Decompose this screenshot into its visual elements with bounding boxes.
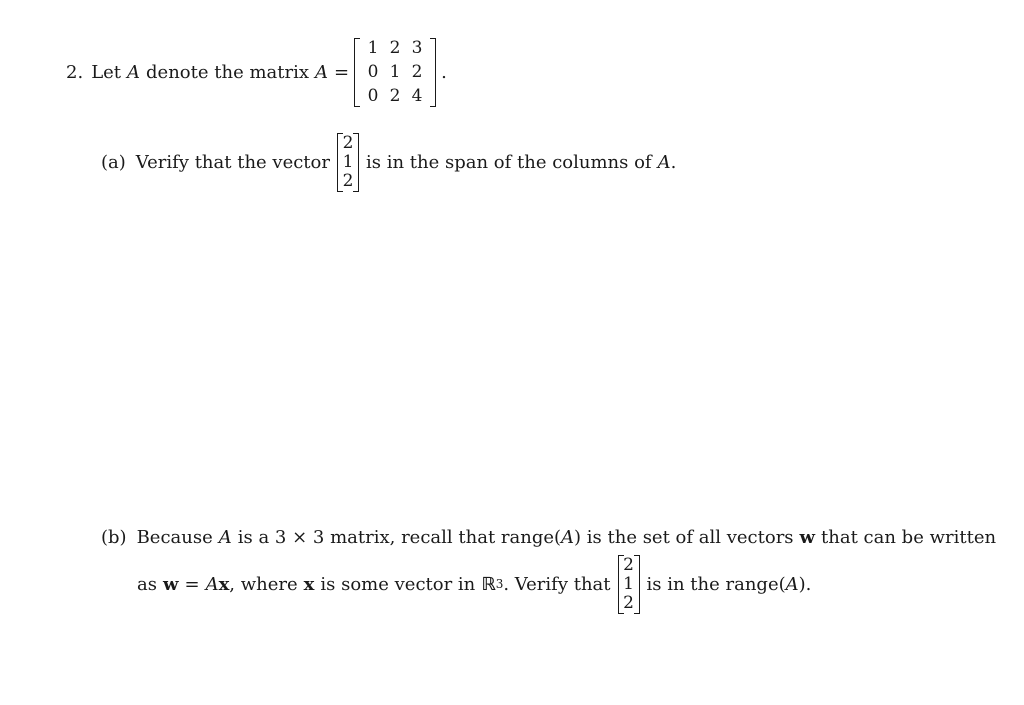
period: . bbox=[441, 61, 447, 83]
bold-x: x bbox=[303, 573, 315, 595]
reals-symbol: ℝ bbox=[481, 573, 496, 595]
matrix-cell: 0 bbox=[367, 61, 379, 82]
vector-entry: 1 bbox=[342, 151, 354, 172]
var-A: A bbox=[218, 526, 232, 548]
var-A: A bbox=[657, 151, 671, 173]
matrix-A bbox=[353, 37, 437, 106]
part-a-label: (a) bbox=[101, 151, 126, 173]
matrix-cell: 2 bbox=[389, 37, 401, 58]
part-b-text: ) is the set of all vectors bbox=[574, 526, 794, 548]
part-b-line-2 bbox=[137, 548, 811, 620]
vector-2-1-2 bbox=[336, 132, 360, 191]
matrix-cell: 2 bbox=[411, 61, 423, 82]
matrix-cell: 0 bbox=[367, 85, 379, 106]
var-A: A bbox=[127, 61, 141, 83]
bold-w: w bbox=[162, 573, 179, 595]
part-b-text: that can be written bbox=[821, 526, 997, 548]
matrix-cell: 2 bbox=[389, 85, 401, 106]
problem-intro-mid: denote the matrix bbox=[146, 61, 309, 83]
vector-entry: 2 bbox=[623, 592, 634, 613]
var-A: A bbox=[785, 573, 799, 595]
problem-statement bbox=[66, 36, 447, 108]
bold-w: w bbox=[799, 526, 816, 548]
part-b-label: (b) bbox=[101, 526, 127, 548]
part-b-text: , where bbox=[229, 573, 298, 595]
problem-intro-text: Let bbox=[91, 61, 122, 83]
vector-entry: 1 bbox=[623, 573, 634, 594]
part-b-text: . Verify that bbox=[503, 573, 611, 595]
var-A: A bbox=[205, 573, 219, 595]
reals-exponent: 3 bbox=[495, 577, 504, 591]
part-a bbox=[101, 126, 676, 198]
part-b-text: is some vector in bbox=[320, 573, 476, 595]
vector-entry: 2 bbox=[342, 170, 354, 191]
var-A: A bbox=[561, 526, 575, 548]
problem-number: 2. bbox=[66, 61, 84, 83]
vector-entry: 2 bbox=[623, 554, 634, 575]
part-a-text-after: is in the span of the columns of bbox=[365, 151, 652, 173]
part-a-text-before: Verify that the vector bbox=[135, 151, 330, 173]
matrix-cell: 3 bbox=[411, 37, 423, 58]
vector-2-1-2 bbox=[617, 554, 641, 613]
vector-entry: 2 bbox=[342, 132, 354, 153]
part-b-text: ). bbox=[798, 573, 812, 595]
matrix-cell: 1 bbox=[389, 61, 401, 82]
equals-sign: = bbox=[334, 61, 350, 83]
part-b-text: is a 3 × 3 matrix, recall that range( bbox=[237, 526, 562, 548]
matrix-cell: 4 bbox=[411, 85, 423, 106]
equals-sign: = bbox=[184, 573, 200, 595]
part-b-text: Because bbox=[136, 526, 213, 548]
bold-x: x bbox=[218, 573, 230, 595]
matrix-cell: 1 bbox=[367, 37, 379, 58]
var-A: A bbox=[315, 61, 328, 83]
period: . bbox=[670, 151, 677, 173]
part-b-text: as bbox=[137, 573, 157, 595]
part-b-text: is in the range( bbox=[646, 573, 786, 595]
part-b-line-1 bbox=[101, 524, 996, 550]
